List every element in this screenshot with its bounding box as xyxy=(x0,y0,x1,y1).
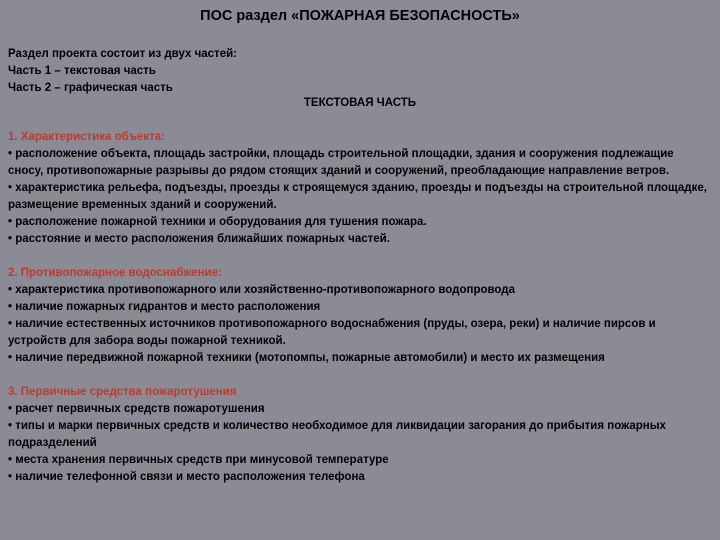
section-object-characteristics xyxy=(8,129,712,248)
section-heading: 2. Противопожарное водоснабжение: xyxy=(8,267,222,279)
list-item: • расчет первичных средств пожаротушения xyxy=(8,403,265,415)
section-heading: 3. Первичные средства пожаротушения xyxy=(8,386,237,398)
list-item: • расположение объекта, площадь застройки, площадь строительной площадки, здания и сооружения подлежащие сносу, противопожарные разрывы до рядом стоящих зданий и сооружений, преобладающие направление ветров. xyxy=(8,148,674,177)
section-heading: 1. Характеристика объекта: xyxy=(8,131,165,143)
sections-list xyxy=(8,129,712,503)
list-item: • типы и марки первичных средств и количество необходимое для ликвидации загорания до прибытия пожарных подразделений xyxy=(8,420,666,449)
list-item: • характеристика противопожарного или хозяйственно-противопожарного водопровода xyxy=(8,284,515,296)
intro-block xyxy=(8,46,237,97)
section-water-supply xyxy=(8,265,712,367)
list-item: • наличие естественных источников противопожарного водоснабжения (пруды, озера, реки) и наличие пирсов и устройств для забора воды пожарной техникой. xyxy=(8,318,656,347)
list-item: • места хранения первичных средств при минусовой температуре xyxy=(8,454,389,466)
list-item: • расположение пожарной техники и оборудования для тушения пожара. xyxy=(8,216,427,228)
section-primary-extinguishing xyxy=(8,384,712,486)
slide-title: ПОС раздел «ПОЖАРНАЯ БЕЗОПАСНОСТЬ» xyxy=(200,8,520,24)
intro-line: Часть 2 – графическая часть xyxy=(8,82,173,94)
section-subtitle: ТЕКСТОВАЯ ЧАСТЬ xyxy=(303,97,417,109)
intro-line: Раздел проекта состоит из двух частей: xyxy=(8,48,237,60)
list-item: • наличие пожарных гидрантов и место расположения xyxy=(8,301,321,313)
list-item: • наличие телефонной связи и место расположения телефона xyxy=(8,471,365,483)
list-item: • характеристика рельефа, подъезды, проезды к строящемуся зданию, проезды и подъезды на строительной площадке, размещение временных зданий и сооружений. xyxy=(8,182,707,211)
intro-line: Часть 1 – текстовая часть xyxy=(8,65,156,77)
list-item: • наличие передвижной пожарной техники (мотопомпы, пожарные автомобили) и место их размещения xyxy=(8,352,605,364)
list-item: • расстояние и место расположения ближайших пожарных частей. xyxy=(8,233,390,245)
